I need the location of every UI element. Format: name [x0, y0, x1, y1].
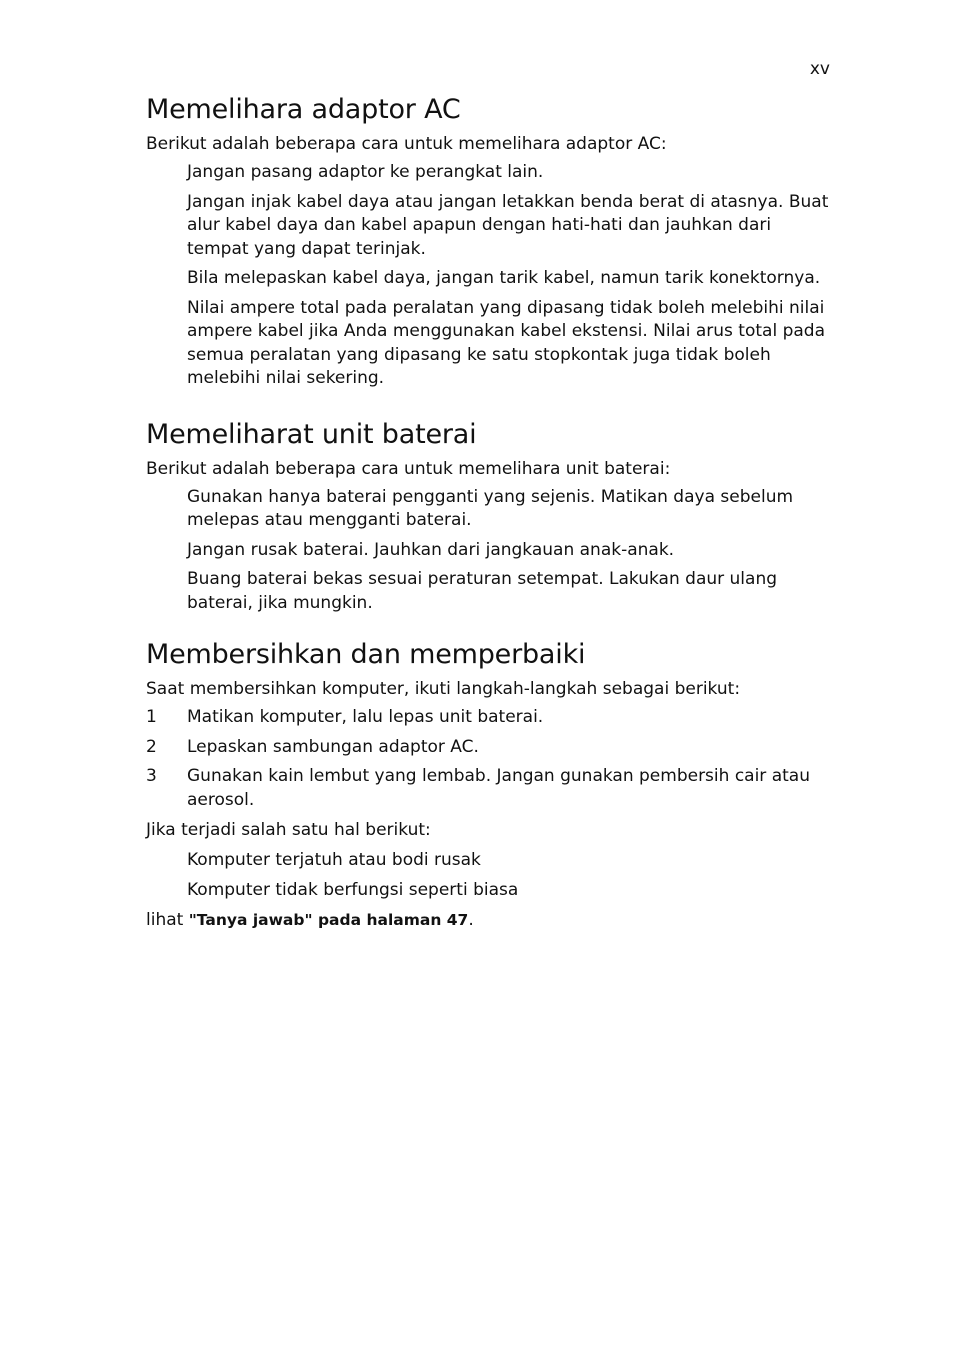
cross-reference [146, 908, 836, 932]
section-intro: Berikut adalah beberapa cara untuk memelihara unit baterai: [146, 458, 671, 479]
list-item: Jangan rusak baterai. Jauhkan dari jangkauan anak-anak. [187, 539, 675, 560]
list-item: Jangan injak kabel daya atau jangan letakkan benda berat di atasnya. Buat alur kabel daya dan kabel apapun dengan hati-hati dan jauhkan dari tempat yang dapat terinjak. [187, 191, 829, 259]
step-number: 2 [146, 736, 157, 757]
section-cleaning [146, 637, 836, 932]
page-content [146, 92, 836, 932]
list-item: Komputer tidak berfungsi seperti biasa [187, 879, 519, 900]
list-item: Gunakan hanya baterai pengganti yang sejenis. Matikan daya sebelum melepas atau mengganti baterai. [187, 486, 794, 530]
numbered-step [146, 736, 836, 760]
ref-link[interactable]: "Tanya jawab" pada halaman 47 [188, 911, 469, 929]
section-intro: Berikut adalah beberapa cara untuk memelihara adaptor AC: [146, 134, 667, 154]
ref-prefix: lihat [146, 910, 189, 930]
list-item: Nilai ampere total pada peralatan yang dipasang tidak boleh melebihi nilai ampere kabel jika Anda menggunakan kabel ekstensi. Nilai arus total pada semua peralatan yang dipasang ke satu stopkontak juga tidak boleh melebihi nilai sekering. [187, 297, 825, 388]
section-title: Memeliharat unit baterai [146, 418, 477, 450]
list-item: Bila melepaskan kabel daya, jangan tarik kabel, namun tarik konektornya. [187, 268, 821, 288]
step-number: 3 [146, 766, 157, 786]
condition-note: Jika terjadi salah satu hal berikut: [146, 820, 431, 840]
section-title: Membersihkan dan memperbaiki [146, 639, 586, 670]
step-text: Matikan komputer, lalu lepas unit baterai. [187, 707, 544, 727]
step-text: Lepaskan sambungan adaptor AC. [187, 736, 479, 757]
page-number: xv [809, 59, 830, 79]
step-number: 1 [146, 707, 157, 727]
list-item: Komputer terjatuh atau bodi rusak [187, 850, 481, 870]
ref-suffix: . [468, 910, 474, 930]
numbered-step [146, 706, 836, 730]
step-text: Gunakan kain lembut yang lembab. Jangan gunakan pembersih cair atau aerosol. [187, 766, 810, 810]
section-ac-adapter [146, 92, 836, 391]
section-intro: Saat membersihkan komputer, ikuti langkah-langkah sebagai berikut: [146, 679, 741, 699]
section-battery [146, 417, 836, 616]
numbered-step [146, 765, 836, 812]
list-item: Jangan pasang adaptor ke perangkat lain. [187, 162, 544, 182]
list-item: Buang baterai bekas sesuai peraturan setempat. Lakukan daur ulang baterai, jika mungkin. [187, 569, 778, 613]
section-title: Memelihara adaptor AC [146, 94, 461, 125]
